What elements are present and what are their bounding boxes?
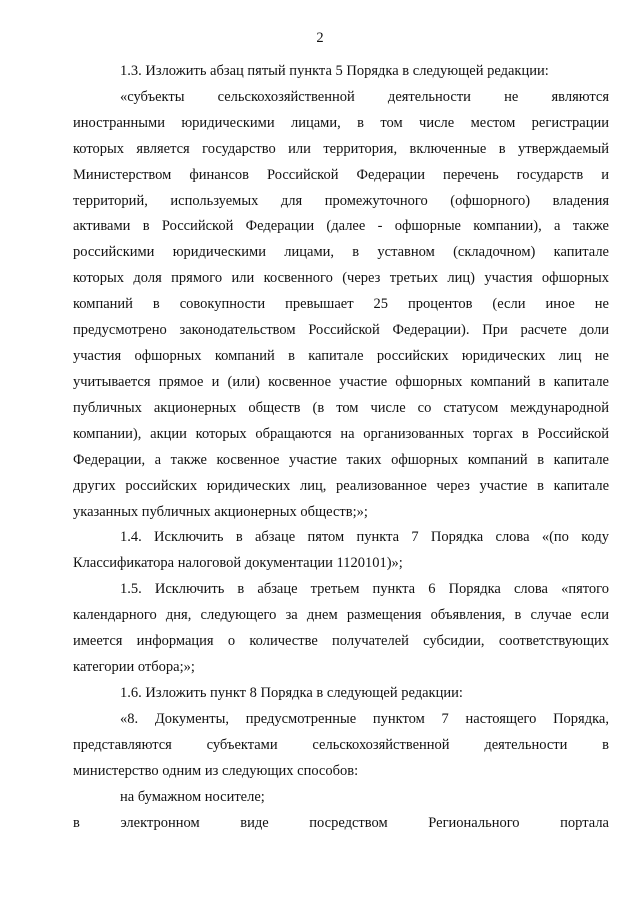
text-line: которых является государство или территория, включенные в утверждаемый [73,141,609,157]
text-line: других российских юридических лиц, реализованное через участие в капитале [73,478,609,494]
text-line: представляются субъектами сельскохозяйственной деятельности в [73,737,609,753]
text-line: Классификатора налоговой документации 1120101)»; [73,555,403,571]
text-line: имеется информация о количестве получателей субсидии, соответствующих [73,633,609,649]
page-number: 2 [316,30,324,46]
text-line: публичных акционерных обществ (в том числе со статусом международной [73,400,609,416]
text-line: предусмотрено законодательством Российской Федерации). При расчете доли [73,322,609,338]
text-line: иностранными юридическими лицами, в том числе местом регистрации [73,115,609,131]
text-line: территорий, используемых для промежуточного (офшорного) владения [73,193,609,209]
text-line: российскими юридическими лицами, в уставном (складочном) капитале [73,244,609,260]
text-line: «8. Документы, предусмотренные пунктом 7 настоящего Порядка, [120,711,609,727]
text-line: 1.4. Исключить в абзаце пятом пункта 7 Порядка слова «(по коду [120,529,609,545]
text-line: активами в Российской Федерации (далее - офшорные компании), а также [73,218,609,234]
text-line: 1.5. Исключить в абзаце третьем пункта 6 Порядка слова «пятого [120,581,609,597]
text-line: которых доля прямого или косвенного (через третьих лиц) участия офшорных [73,270,609,286]
text-line: категории отбора;»; [73,659,195,675]
text-line: участия офшорных компаний в капитале российских юридических лиц не [73,348,609,364]
text-line: на бумажном носителе; [120,789,265,805]
text-line: учитывается прямое и (или) косвенное участие офшорных компаний в капитале [73,374,609,390]
text-line: компаний в совокупности превышает 25 процентов (если иное не [73,296,609,312]
text-line: «субъекты сельскохозяйственной деятельности не являются [120,89,609,105]
text-line: Федерации, а также косвенное участие таких офшорных компаний в капитале [73,452,609,468]
text-line: 1.6. Изложить пункт 8 Порядка в следующей редакции: [120,685,463,701]
text-line: 1.3. Изложить абзац пятый пункта 5 Порядка в следующей редакции: [120,63,549,79]
text-line: министерство одним из следующих способов: [73,763,359,779]
text-line: Министерством финансов Российской Федерации перечень государств и [73,167,609,183]
text-line: в электронном виде посредством Регионального портала [73,815,609,831]
text-line: компании), акции которых обращаются на организованных торгах в Российской [73,426,609,442]
text-line: календарного дня, следующего за днем размещения объявления, в случае если [73,607,609,623]
text-line: указанных публичных акционерных обществ;»; [73,504,368,520]
